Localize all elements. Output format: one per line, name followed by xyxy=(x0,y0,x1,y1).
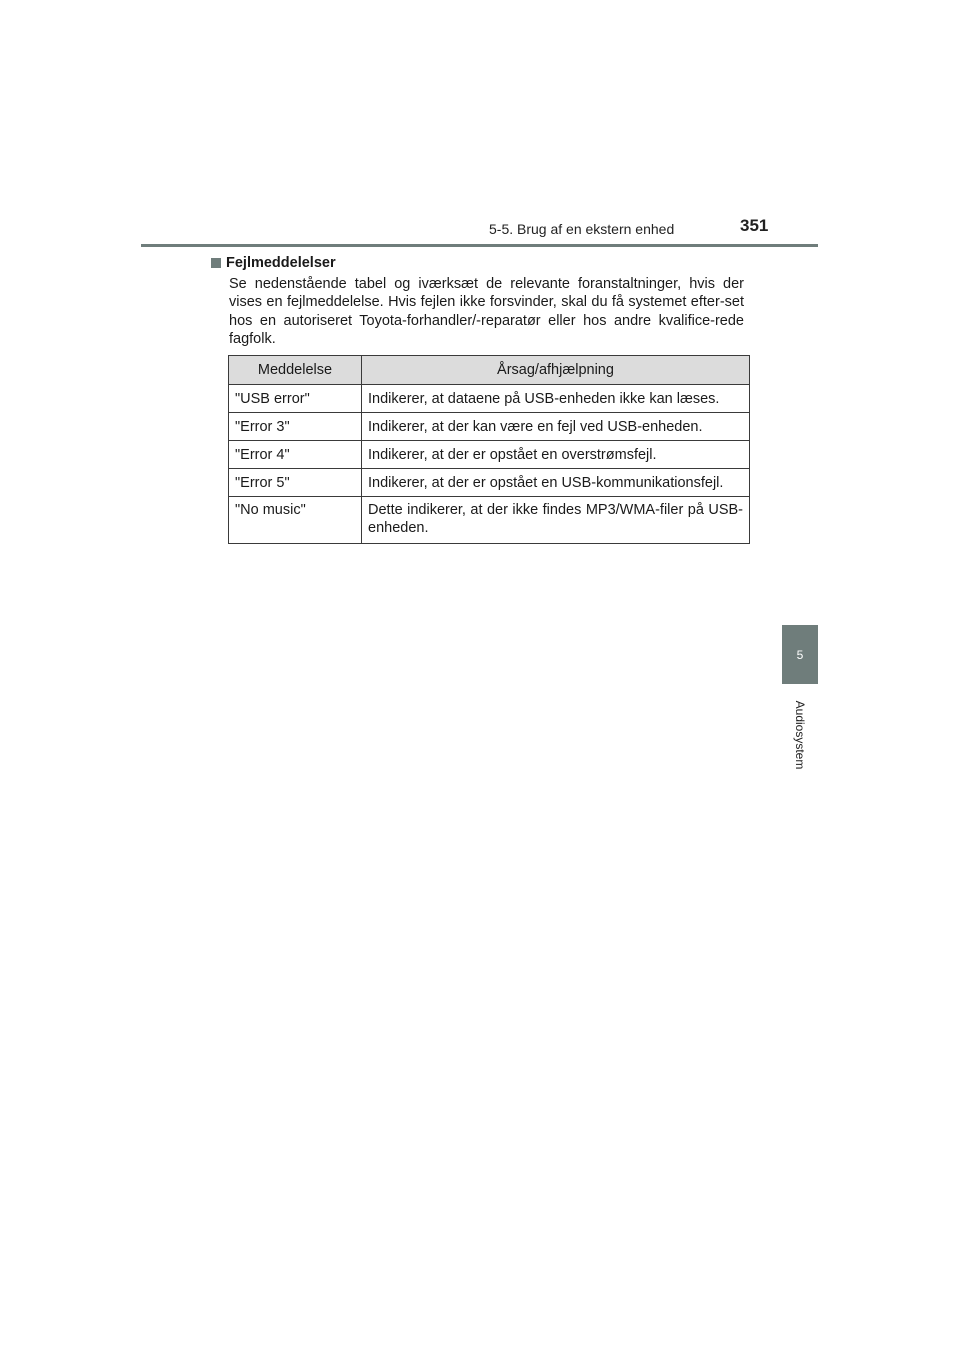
page-number: 351 xyxy=(740,216,769,235)
table-row xyxy=(229,385,750,413)
side-tab-chapter-label: Audiosystem xyxy=(793,700,807,770)
square-bullet-icon xyxy=(211,258,221,268)
table-cell-message: "No music" xyxy=(229,497,362,544)
column-header-cause: Årsag/afhjælpning xyxy=(362,356,750,385)
intro-paragraph: Se nedenstående tabel og iværksæt de relevante foranstaltninger, hvis der vises en fejlmeddelelse. Hvis fejlen ikke forsvinder, skal du få systemet efter-set hos en autoriseret Toyota-forhandler/-reparatør eller hos andre kvalifice-rede fagfolk. xyxy=(229,276,744,348)
table-cell-cause: Indikerer, at der er opstået en USB-kommunikationsfejl. xyxy=(362,469,750,497)
table-row xyxy=(229,413,750,441)
table-row xyxy=(229,497,750,544)
section-heading-text: Fejlmeddelelser xyxy=(226,255,336,271)
table-cell-message: "Error 3" xyxy=(229,413,362,441)
table-cell-cause: Indikerer, at der er opstået en overstrømsfejl. xyxy=(362,441,750,469)
table-cell-message: "Error 4" xyxy=(229,441,362,469)
header-section-title: 5-5. Brug af en ekstern enhed xyxy=(489,221,675,237)
section-heading xyxy=(211,255,336,271)
table-cell-message: "USB error" xyxy=(229,385,362,413)
table-cell-cause: Dette indikerer, at der ikke findes MP3/WMA-filer på USB-enheden. xyxy=(362,497,750,544)
side-tab-chapter-number: 5 xyxy=(782,625,818,684)
error-message-table xyxy=(228,355,750,544)
table-row xyxy=(229,441,750,469)
table-header-row xyxy=(229,356,750,385)
table-cell-cause: Indikerer, at dataene på USB-enheden ikke kan læses. xyxy=(362,385,750,413)
column-header-message: Meddelelse xyxy=(229,356,362,385)
table-row xyxy=(229,469,750,497)
table-cell-cause: Indikerer, at der kan være en fejl ved USB-enheden. xyxy=(362,413,750,441)
table-cell-message: "Error 5" xyxy=(229,469,362,497)
header-rule xyxy=(141,244,818,247)
